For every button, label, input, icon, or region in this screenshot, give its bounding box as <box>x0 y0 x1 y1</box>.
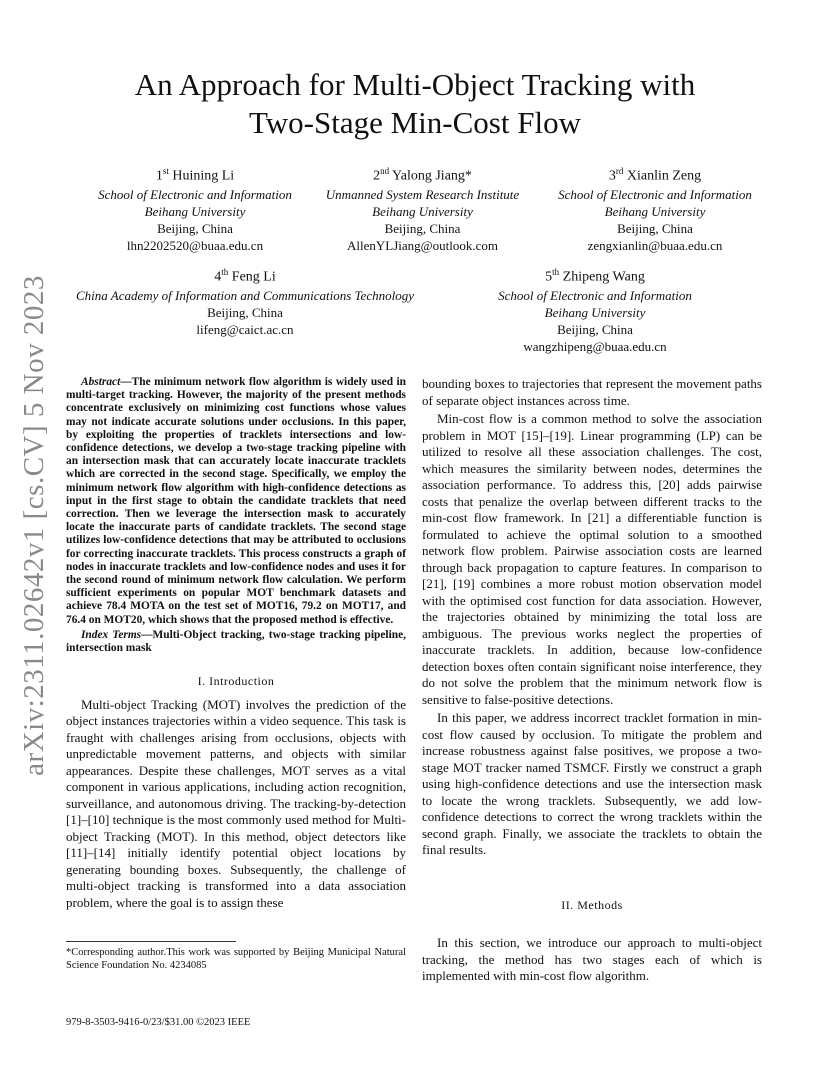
author-city: Beijing, China <box>207 304 283 320</box>
copyright-notice: 979-8-3503-9416-0/23/$31.00 ©2023 IEEE <box>66 1017 251 1028</box>
index-terms: Index Terms—Multi-Object tracking, two-stage tracking pipeline, intersection mask <box>66 628 406 655</box>
methods-paragraph: In this section, we introduce our approach to multi-object tracking, the method has two stages each of which is implemented with min-cost flow algorithm. <box>422 935 762 983</box>
paragraph-contribution: In this paper, we address incorrect tracklet formation in min-cost flow caused by occlusion. To mitigate the problem and increase robustness against false positives, we propose a two-stage MOT tracker named TSMCF. Firstly we construct a graph using high-confidence detections and use the intersection mask to locate the wrong tracklets. Subsequently, we add low-confidence detections to correct the wrong tracklets within the second graph. Finally, we associate the tracklets to obtain the final results. <box>422 710 762 857</box>
arxiv-watermark: arXiv:2311.02642v1 [cs.CV] 5 Nov 2023 <box>17 274 50 776</box>
author-email[interactable]: wangzhipeng@buaa.edu.cn <box>523 338 667 354</box>
section-heading-methods: II. Methods <box>561 897 623 912</box>
author-name: 1st Huining Li <box>155 166 235 184</box>
author-block-5 <box>470 264 720 355</box>
title-line-1: An Approach for Multi-Object Tracking with <box>134 67 696 102</box>
author-affiliation: School of Electronic and Information <box>98 186 292 202</box>
section-heading-introduction: I. Introduction <box>197 674 275 689</box>
author-name: 5th Zhipeng Wang <box>545 267 645 285</box>
author-university: Beihang University <box>544 304 646 320</box>
intro-paragraph: Multi-object Tracking (MOT) involves the prediction of the object instances trajectories within a video sequence. This task is fraught with challenges arising from occlusions, objects with unpredictable movement patterns, and objects with similar appearances. Despite these challenges, MOT serves as a vital component in various applications, including action recognition, surveillance, and autonomous driving. The tracking-by-detection [1]–[10] technique is the most commonly used method for Multi-object Tracking (MOT). In this method, object detectors like [11]–[14] initially identify potential object locations by generating bounding boxes. Subsequently, the challenge of multi-object tracking is transformed into a data association problem, where the goal is to assign these <box>66 696 406 910</box>
author-name: 3rd Xianlin Zeng <box>608 166 702 184</box>
paper-title <box>70 66 760 142</box>
abstract: Abstract—The minimum network flow algorithm is widely used in multi-target tracking. However, the majority of the present methods concentrate exclusively on minimizing cost functions whose values may not indicate accurate solutions under occlusions. In this paper, by exploiting the properties of tracklets intersections and low-confidence detections, we develop a two-stage tracking pipeline with an intersection mask that can accurately locate inaccurate tracklets which are corrected in the second stage. Specifically, we employ the minimum network flow algorithm with high-confidence detections as input in the first stage to obtain the candidate tracklets that need correction. Then we leverage the intersection mask to accurately locate the inaccurate parts of candidate tracklets. The second stage utilizes low-confidence detections that may be attributed to occlusions for correcting inaccurate tracklets. This process constructs a graph of nodes in inaccurate tracklets and low-confidence nodes and uses it for the second round of minimum network flow calculation. We perform sufficient experiments on popular MOT benchmark datasets and achieve 78.4 MOTA on the test set of MOT16, 79.2 on MOT17, and 76.4 on MOT20, which shows that the proposed method is effective. <box>66 376 406 626</box>
author-affiliation: China Academy of Information and Communications Technology <box>76 287 414 303</box>
author-affiliation: School of Electronic and Information <box>498 287 692 303</box>
author-email[interactable]: lifeng@caict.ac.cn <box>196 321 294 337</box>
author-university: Beihang University <box>144 203 246 219</box>
author-block-3 <box>535 163 775 254</box>
author-email[interactable]: lhn2202520@buaa.edu.cn <box>126 237 264 253</box>
footnote-divider <box>66 941 236 942</box>
author-university: Beihang University <box>372 203 473 219</box>
author-block-1 <box>70 163 320 254</box>
paragraph-continued: bounding boxes to trajectories that represent the movement paths of separate object instances across time. <box>422 376 762 408</box>
author-name: 4th Feng Li <box>214 267 276 285</box>
author-city: Beijing, China <box>557 321 633 337</box>
author-university: Beihang University <box>604 203 706 219</box>
author-email[interactable]: zengxianlin@buaa.edu.cn <box>587 237 723 253</box>
paragraph-min-cost-flow: Min-cost flow is a common method to solve the association problem in MOT [15]–[19]. Linear programming (LP) can be utilized to resolve all these association challenges. The cost, which measures the similarity between nodes, determines the association performance. To address this, [20] adds pairwise costs that penalize the overlap between different tracks to the min-cost flow framework. In [21] a differentiable function is formulated to achieve the optimal solution to a smoothed network flow problem. Pairwise association costs are learned through back propagation to capture features. In comparison to [21], [19] combines a more robust motion observation model with the optimised cost function for data association. However, the trajectories obtained by minimizing the total loss are ambiguous. The previous works neglect the properties of inaccurate tracklets. In addition, because low-confidence detection boxes often contain significant noise interference, they do not solve the problem that the minimum network flow is sensitive to false-positive detections. <box>422 411 762 707</box>
author-email[interactable]: AllenYLJiang@outlook.com <box>347 237 498 253</box>
author-city: Beijing, China <box>157 220 233 236</box>
title-line-2: Two-Stage Min-Cost Flow <box>249 105 581 140</box>
left-column <box>66 376 406 911</box>
author-city: Beijing, China <box>384 220 461 236</box>
footnote: *Corresponding author.This work was supported by Beijing Municipal Natural Science Foundation No. 4234085 <box>66 947 406 971</box>
right-column <box>422 376 762 985</box>
author-affiliation: School of Electronic and Information <box>558 186 752 202</box>
author-block-2 <box>300 163 545 254</box>
author-block-4 <box>55 264 435 338</box>
author-city: Beijing, China <box>617 220 693 236</box>
author-name: 2nd Yalong Jiang* <box>373 166 472 184</box>
author-affiliation: Unmanned System Research Institute <box>325 186 520 202</box>
